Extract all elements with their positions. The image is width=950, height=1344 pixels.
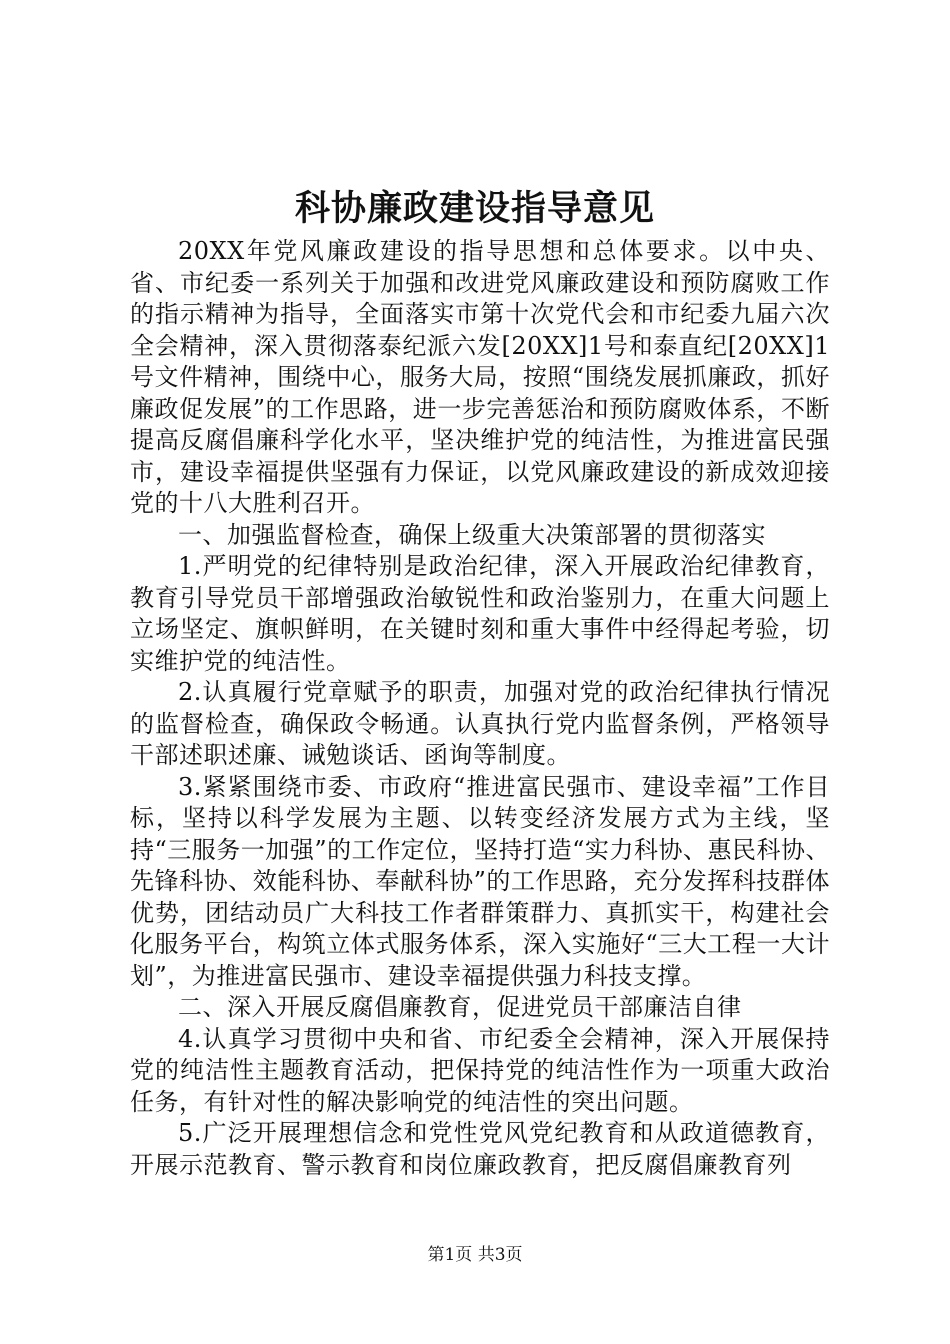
section-heading-1: 一、加强监督检查，确保上级重大决策部署的贯彻落实	[178, 520, 766, 549]
paragraph-item-5: 5.广泛开展理想信念和党性党风党纪教育和从政道德教育，开展示范教育、警示教育和岗位廉政教育，把反腐倡廉教育列	[130, 1119, 830, 1179]
paragraph-item-3: 3.紧紧围绕市委、市政府“推进富民强市、建设幸福”工作目标，坚持以科学发展为主题、以转变经济发展方式为主线，坚持“三服务一加强”的工作定位，坚持打造“实力科协、惠民科协、先锋科协、效能科协、奉献科协”的工作思路，充分发挥科技群体优势，团结动员广大科技工作者群策群力、真抓实干，构建社会化服务平台，构筑立体式服务体系，深入实施好“三大工程一大计划”，为推进富民强市、建设幸福提供强力科技支撑。	[130, 772, 830, 990]
paragraph-item-4: 4.认真学习贯彻中央和省、市纪委全会精神，深入开展保持党的纯洁性主题教育活动，把保持党的纯洁性作为一项重大政治任务，有针对性的解决影响党的纯洁性的突出问题。	[130, 1024, 830, 1116]
document-title: 科协廉政建设指导意见	[294, 188, 655, 229]
paragraph-guiding-ideology: 20XX年党风廉政建设的指导思想和总体要求。以中央、省、市纪委一系列关于加强和改进党风廉政建设和预防腐败工作的指示精神为指导，全面落实市第十次党代会和市纪委九届六次全会精神，深入贯彻落泰纪派六发[20XX]1号和泰直纪[20XX]1号文件精神，围绕中心，服务大局，按照“围绕发展抓廉政，抓好廉政促发展”的工作思路，进一步完善惩治和预防腐败体系，不断提高反腐倡廉科学化水平，坚决维护党的纯洁性，为推进富民强市，建设幸福提供坚强有力保证，以党风廉政建设的新成效迎接党的十八大胜利召开。	[130, 237, 830, 517]
document-body	[130, 236, 830, 1181]
page-footer: 第1页 共3页	[427, 1245, 523, 1265]
paragraph-item-1: 1.严明党的纪律特别是政治纪律，深入开展政治纪律教育，教育引导党员干部增强政治敏锐性和政治鉴别力，在重大问题上立场坚定、旗帜鲜明，在关键时刻和重大事件中经得起考验，切实维护党的纯洁性。	[130, 552, 830, 675]
section-heading-2: 二、深入开展反腐倡廉教育，促进党员干部廉洁自律	[178, 993, 742, 1021]
paragraph-item-2: 2.认真履行党章赋予的职责，加强对党的政治纪律执行情况的监督检查，确保政令畅通。认真执行党内监督条例，严格领导干部述职述廉、诫勉谈话、函询等制度。	[130, 678, 830, 769]
